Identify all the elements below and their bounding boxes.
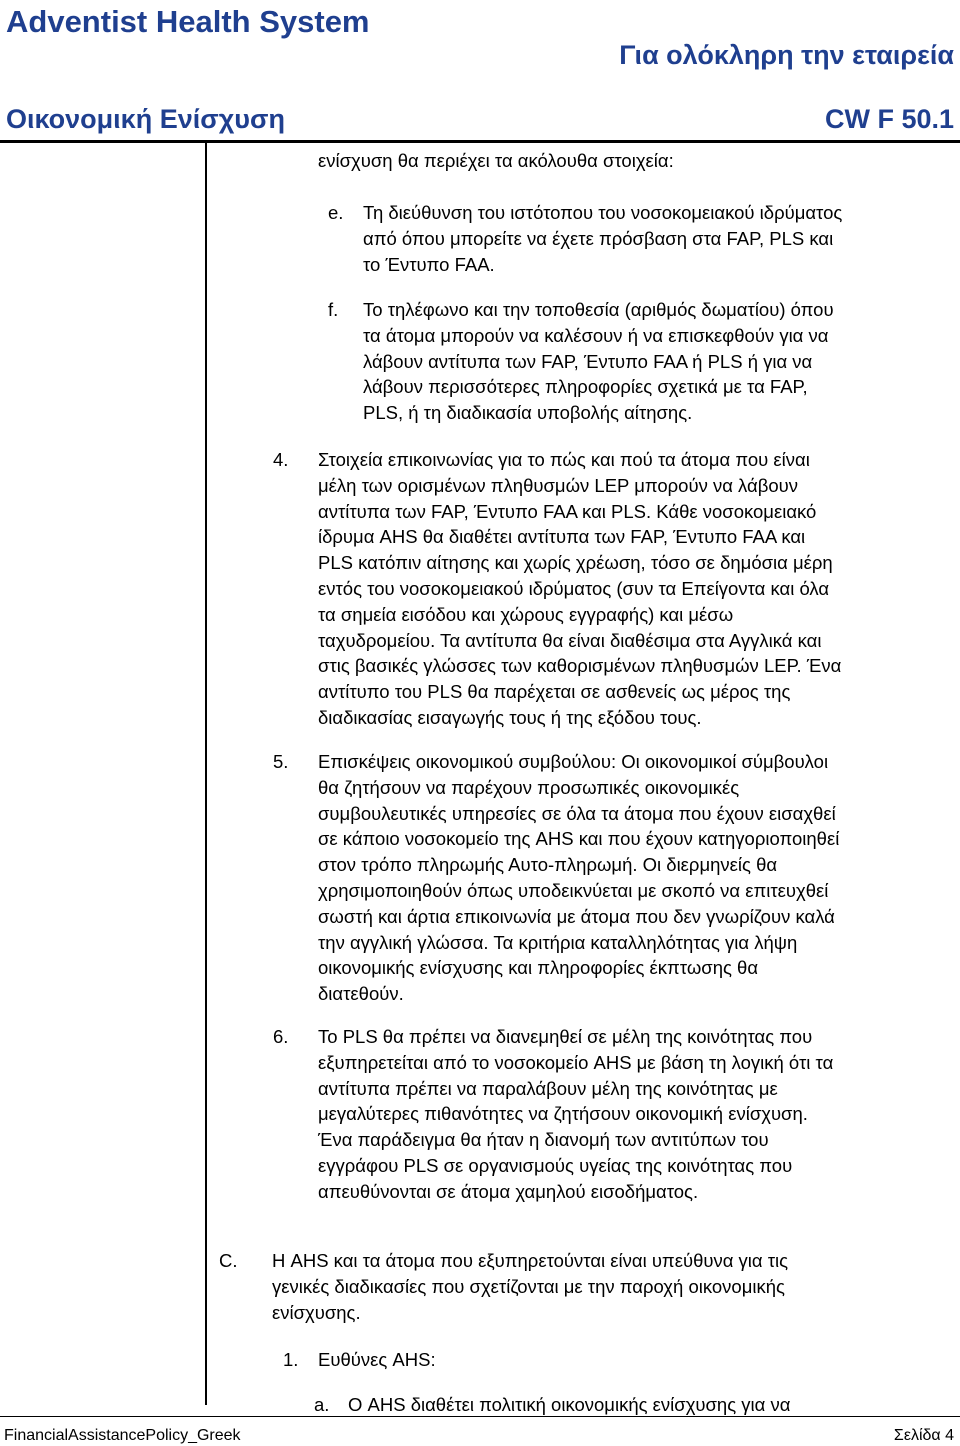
item-e-marker: e. <box>328 202 344 223</box>
policy-code: CW F 50.1 <box>824 104 954 134</box>
item-4-text: Στοιχεία επικοινωνίας για το πώς και πού τα άτομα που είναι μέλη των ορισμένων πληθυσμών LEP μπορούν να λάβουν αντίτυπα των FAP, Έντυπο FAA και PLS. Κάθε νοσοκομειακό ίδρυμα AHS θα διαθέτει αντίτυπα των FAP, Έντυπο FAA και PLS κατόπιν αίτησης και χωρίς χρέωση, τόσο σε δημόσια μέρη εντός του νοσοκομειακού ιδρύματος (συν τα Επείγοντα και όλα τα σημεία εισόδου και χώρους εγγραφής) και μέσω ταχυδρομείου. Τα αντίτυπα θα είναι διαθέσιμα στα Αγγλικά και στις βασικές γλώσσες των καθορισμένων πληθυσμών LEP. Ένα αντίτυπο του PLS θα παρέχεται σε ασθενείς ως μέρος της διαδικασίας εισαγωγής τους ή της εξόδου τους. <box>318 449 842 728</box>
organization-name: Adventist Health System <box>6 4 370 39</box>
footer-divider <box>0 1416 960 1417</box>
item-c1-text: Ευθύνες AHS: <box>318 1349 436 1370</box>
item-e-text: Τη διεύθυνση του ιστότοπου του νοσοκομειακού ιδρύματος από όπου μπορείτε να έχετε πρόσβαση στα FAP, PLS και το Έντυπο FAA. <box>363 202 843 275</box>
document-name: FinancialAssistancePolicy_Greek <box>4 1427 241 1444</box>
policy-scope: Για ολόκληρη την εταιρεία <box>619 40 954 70</box>
item-c1a-marker: a. <box>314 1394 330 1415</box>
margin-column-divider <box>205 143 207 1405</box>
item-f-marker: f. <box>328 299 339 320</box>
item-c-text: Η AHS και τα άτομα που εξυπηρετούνται είναι υπεύθυνα για τις γενικές διαδικασίες που σχετίζονται με την παροχή οικονομικής ενίσχυσης. <box>272 1250 789 1323</box>
item-c-marker: C. <box>219 1250 238 1271</box>
item-f-text: Το τηλέφωνο και την τοποθεσία (αριθμός δωματίου) όπου τα άτομα μπορούν να καλέσουν ή να επισκεφθούν για να λάβουν αντίτυπα των FAP, Έντυπο FAA ή PLS ή για να λάβουν περισσότερες πληροφορίες σχετικά με τα FAP, PLS, ή τη διαδικασία υποβολής αίτησης. <box>363 299 834 424</box>
item-6-text: Το PLS θα πρέπει να διανεμηθεί σε μέλη της κοινότητας που εξυπηρετείται από το νοσοκομείο AHS με βάση τη λογική ότι τα αντίτυπα πρέπει να παραλάβουν μέλη της κοινότητας με μεγαλύτερες πιθανότητες να ζητήσουν οικονομική ενίσχυση. Ένα παράδειγμα θα ήταν η διανομή των αντιτύπων του εγγράφου PLS σε οργανισμούς υγείας της κοινότητας που απευθύνονται σε άτομα χαμηλού εισοδήματος. <box>318 1026 834 1202</box>
header-divider <box>0 140 960 143</box>
intro-line: ενίσχυση θα περιέχει τα ακόλουθα στοιχεία: <box>318 150 674 171</box>
policy-title: Οικονομική Ενίσχυση <box>6 104 285 134</box>
page-number: Σελίδα 4 <box>893 1427 954 1444</box>
item-5-marker: 5. <box>273 751 289 772</box>
item-c1-marker: 1. <box>283 1349 299 1370</box>
item-6-marker: 6. <box>273 1026 289 1047</box>
item-5-text: Επισκέψεις οικονομικού συμβούλου: Οι οικονομικοί σύμβουλοι θα ζητήσουν να παρέχουν προσωπικές οικονομικές συμβουλευτικές υπηρεσίες σε όλα τα άτομα που έχουν εισαχθεί σε κάποιο νοσοκομείο της AHS και που έχουν κατηγοριοποιηθεί στον τρόπο πληρωμής Αυτο-πληρωμή. Οι διερμηνείς θα χρησιμοποιηθούν όπως υποδεικνύεται με σκοπό να επιτευχθεί σωστή και άρτια επικοινωνία με άτομα που δεν γνωρίζουν καλά την αγγλική γλώσσα. Τα κριτήρια καταλληλότητας για λήψη οικονομικής ενίσχυσης και πληροφορίες έκπτωσης θα διατεθούν. <box>318 751 840 1005</box>
item-4-marker: 4. <box>273 449 289 470</box>
item-c1a-text: Ο AHS διαθέτει πολιτική οικονομικής ενίσχυσης για να <box>348 1394 791 1415</box>
